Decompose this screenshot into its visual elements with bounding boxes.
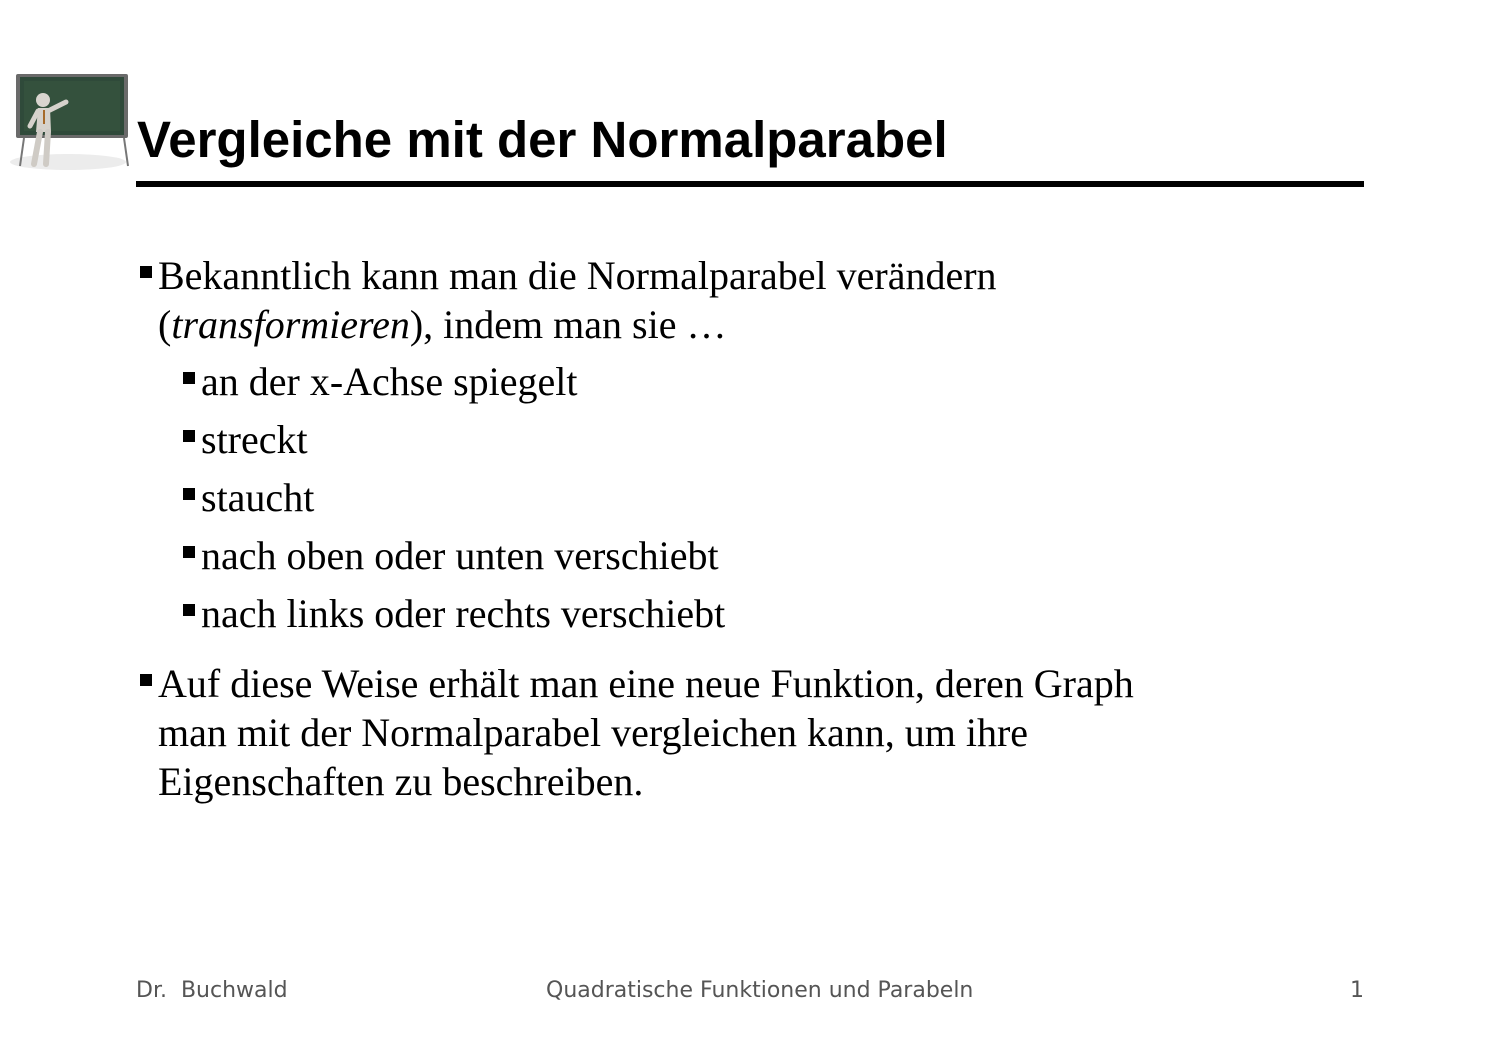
emphasis-transformieren: transformieren bbox=[171, 302, 410, 347]
bullet-square-icon bbox=[183, 546, 195, 558]
sub-item-horizontal-verschieben: nach links oder rechts verschiebt bbox=[183, 589, 725, 638]
bullet-square-icon bbox=[183, 488, 195, 500]
bullet-new-function bbox=[140, 659, 1134, 806]
bullet-square-icon bbox=[183, 372, 195, 384]
bullet-line-2: man mit der Normalparabel vergleichen kann, um ihre bbox=[158, 710, 1029, 755]
bullet-square-icon bbox=[183, 604, 195, 616]
sub-item-strecken: streckt bbox=[183, 415, 308, 464]
bullet-line-1: Bekanntlich kann man die Normalparabel verändern bbox=[158, 253, 997, 298]
footer-page-number: 1 bbox=[1350, 978, 1364, 1003]
footer-topic: Quadratische Funktionen und Parabeln bbox=[546, 978, 974, 1003]
bullet-square-icon bbox=[140, 266, 152, 278]
sub-item-vertikal-verschieben: nach oben oder unten verschiebt bbox=[183, 531, 719, 580]
bullet-line-3: Eigenschaften zu beschreiben. bbox=[158, 759, 644, 804]
bullet-line-2: (transformieren), indem man sie … bbox=[158, 302, 727, 347]
bullet-square-icon bbox=[183, 430, 195, 442]
page-title: Vergleiche mit der Normalparabel bbox=[137, 111, 948, 168]
bullet-line-1: Auf diese Weise erhält man eine neue Funktion, deren Graph bbox=[158, 661, 1134, 706]
footer-author: Dr. Buchwald bbox=[136, 978, 288, 1003]
bullet-square-icon bbox=[140, 674, 152, 686]
bullet-transform-intro bbox=[140, 251, 997, 349]
sub-item-spiegeln: an der x-Achse spiegelt bbox=[183, 357, 578, 406]
sub-item-stauchen: staucht bbox=[183, 473, 314, 522]
